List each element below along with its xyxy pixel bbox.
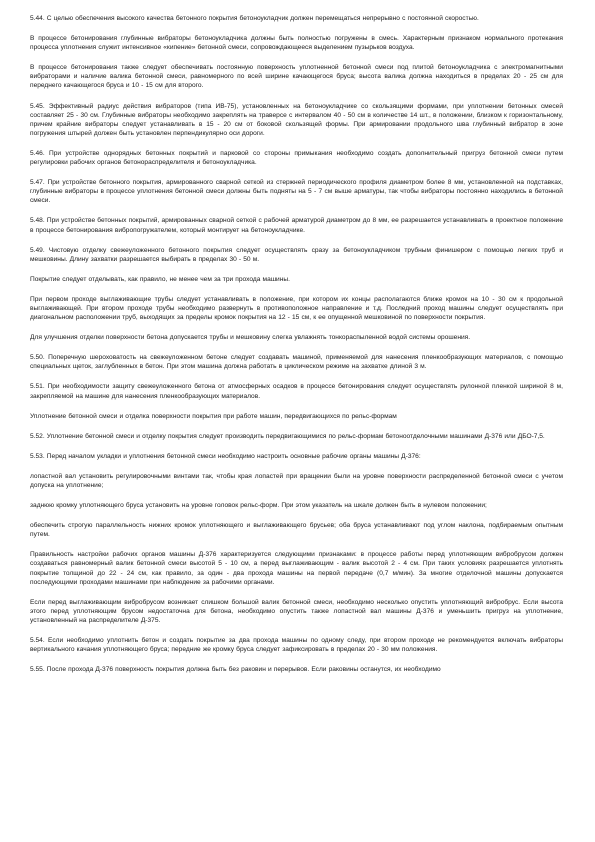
paragraph-5-50: 5.50. Поперечную шероховатость на свежеуложенном бетоне следует создавать машиной, применяемой для нанесения пленкообразующих материалов, с помощью специальных щеток, заглубленных в бетон. При этом машина должна работать в циклическом режиме на захватке длиной 3 м. [30,354,563,371]
paragraph-three-passes: Покрытие следует отделывать, как правило, не менее чем за три прохода машины. [30,275,290,283]
paragraph-5-48: 5.48. При устройстве бетонных покрытий, армированных сварной сеткой с рабочей арматурой диаметром до 8 мм, ее разрешается устанавливать в проектное положение в процессе бетонирования вибропогружателем, который монтирует на бетоноукладчике. [30,217,563,234]
paragraph-5-47: 5.47. При устройстве бетонного покрытия, армированного сварной сеткой из стержней периодического профиля диаметром более 8 мм, установленной на подставках, глубинные вибраторы в процессе уплотнения бетонной смеси должны быть подняты на 5 - 7 см выше арматуры, так чтобы вибраторы постоянно находились в бетонной смеси. [30,179,563,205]
paragraph-large-roller: Если перед выглаживающим вибробрусом возникает слишком большой валик бетонной смеси, необходимо несколько опустить уплотняющий вибробрус. Если высота этого перед уплотняющим брусом недостаточна для бетона, необходимо опустить также лопастной вал машины Д-376 и уменьшить пригруз на уплотнение, установленный на распределителе Д-375. [30,598,563,624]
paragraph-5-49: 5.49. Чистовую отделку свежеуложенного бетонного покрытия следует осуществлять сразу за бетоноукладчиком трубным финишером с помощью легких труб и мешковины. Длину захватки разрешается выбирать в пределах 30 - 50 м. [30,246,563,263]
paragraph-5-46: 5.46. При устройстве однорядных бетонных покрытий и парковой со стороны примыкания необходимо создать дополнительный пригруз бетонной смеси путем регулировки рабочих органов бетонораспределителя и бетоноукладчика. [30,149,563,167]
section-heading-rail-forms: Уплотнение бетонной смеси и отделка поверхности покрытия при работе машин, передвигающихся по рельс-формам [30,412,397,420]
list-item-paddle-shaft: лопастной вал установить регулировочными винтами так, чтобы края лопастей при вращении были на уровне поверхности распределенной бетонной смеси с учетом допуска на уплотнение; [30,472,563,489]
paragraph-first-pass: При первом проходе выглаживающие трубы следует устанавливать в положение, при котором их концы располагаются ближе кромок на 10 - 30 см к продольной выглаживающей. При втором проходе трубы необходимо развернуть в противоположное направление и т.д. Последний проход машины следует осуществлять при диагональном расположении труб, выходящих за пределы кромок покрытия на 12 - 15 см, к ее опущенной мешковиной по поверхности покрытия. [30,295,563,322]
paragraph-surface-roller: В процессе бетонирования также следует обеспечивать постоянную поверхность уплотненной бетонной смеси под плитой бетоноукладчика с электромагнитными вибраторами и наличие валика бетонной смеси, равномерного по всей ширине качающегося бруса; высота валика должна находиться в пределах 20 - 25 см для переднего качающегося бруса и 10 - 15 см для второго. [30,64,563,90]
paragraph-settings-check: Правильность настройки рабочих органов машины Д-376 характеризуется следующими признаками: в процессе работы перед уплотняющим вибробрусом должен создаваться равномерный валик бетонной смеси высотой 5 - 10 см, а перед выглаживающим - валик высотой 2 - 4 см. При таких условиях разрешается уплотнять покрытие толщиной до 22 - 24 см, как правило, за один - два прохода машины на первой передаче (0,7 м/мин). За многие отделочной машины допускается последующими проходами машинами при наблюдение за рабочими органами. [30,551,563,586]
paragraph-5-45: 5.45. Эффективный радиус действия вибраторов (типа ИВ-75), установленных на бетоноукладчике со скользящими формами, при уплотнении бетонных смесей составляет 25 - 30 см. Глубинные вибраторы необходимо закреплять на траверсе с интервалом 40 - 50 см в количестве 14 шт., в положении, близком к горизонтальному, причем крайние вибраторы следует устанавливать в 15 - 20 см от боковой скользящей формы. При армировании продольного шва глубинный вибратор в зоне погружения штырей должен быть установлен перпендикулярно оси дороги. [30,102,563,137]
paragraph-vibrators-immersion: В процессе бетонирования глубинные вибраторы бетоноукладчика должны быть полностью погружены в смесь. Характерным признаком нормального протекания процесса уплотнения служит интенсивное «кипение» бетонной смеси, сопровождающееся выделением пузырьков воздуха. [30,35,563,52]
paragraph-5-55: 5.55. После прохода Д-376 поверхность покрытия должна быть без раковин и перерывов. Если раковины останутся, их необходимо [30,666,441,674]
paragraph-5-52: 5.52. Уплотнение бетонной смеси и отделку покрытия следует производить передвигающимися по рельс-формам бетоноотделочными машинами Д-376 или ДБО-7,5. [30,432,545,440]
paragraph-5-51: 5.51. При необходимости защиту свежеуложенного бетона от атмосферных осадков в процессе бетонирования следует осуществлять рулонной пленкой шириной 8 м, закрепляемой на машине для нанесения пленкообразующих материалов. [30,383,563,400]
paragraph-moistening: Для улучшения отделки поверхности бетона допускается трубы и мешковину слегка увлажнять тонкораспыленной водой системы орошения. [30,334,471,342]
list-item-rear-edge: заднюю кромку уплотняющего бруса установить на уровне головок рельс-форм. При этом указатель на шкале должен быть в нулевом положении; [30,502,487,510]
paragraph-5-53: 5.53. Перед началом укладки и уплотнения бетонной смеси необходимо настроить основные рабочие органы машины Д-376: [30,452,421,460]
list-item-parallelism: обеспечить строгую параллельность нижних кромок уплотняющего и выглаживающего брусьев; оба бруса устанавливают под углом наклона, подбираемым опытным путем. [30,522,563,539]
paragraph-5-54: 5.54. Если необходимо уплотнить бетон и создать покрытие за два прохода машины по одному следу, при втором проходе не рекомендуется включать вибраторы вертикального качания уплотняющего бруса; передние же кромку бруса следует зафиксировать в пределах 20 - 30 мм положения. [30,637,563,654]
paragraph-5-44: 5.44. С целью обеспечения высокого качества бетонного покрытия бетоноукладчик должен перемещаться непрерывно с постоянной скоростью. [30,15,479,22]
